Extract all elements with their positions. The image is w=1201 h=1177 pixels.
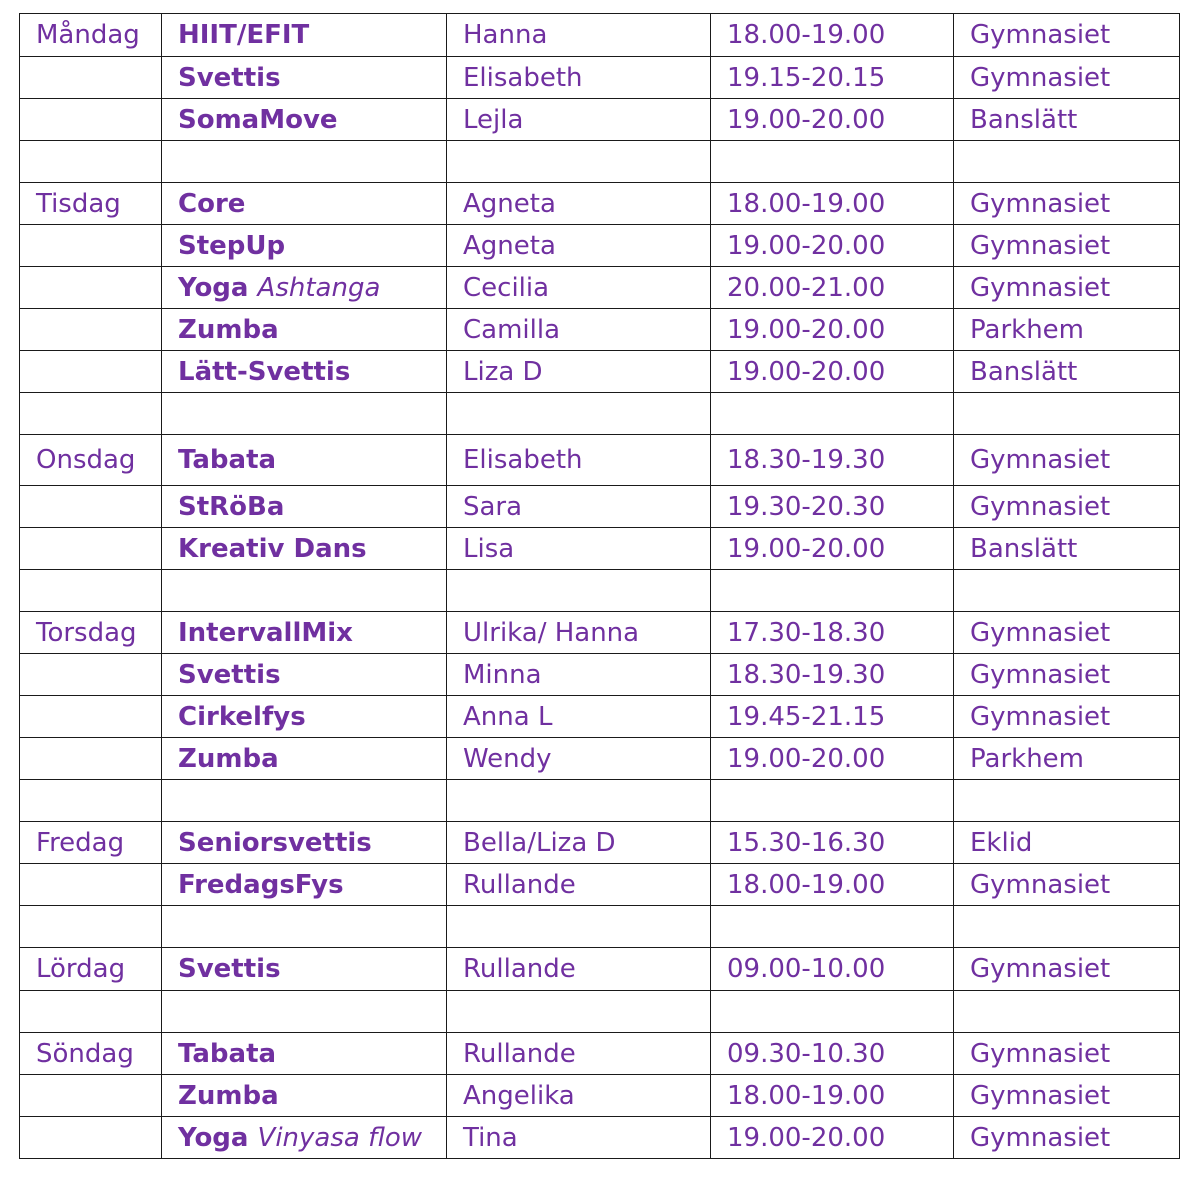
- class-cell: [162, 435, 447, 486]
- time-cell: [711, 906, 954, 948]
- time-cell: 19.00-20.00: [711, 309, 954, 351]
- location-cell: [954, 780, 1180, 822]
- class-name: Kreativ Dans: [178, 533, 367, 564]
- table-row: [20, 654, 1180, 696]
- class-cell: [162, 183, 447, 225]
- class-name: Yoga: [178, 272, 249, 303]
- table-row: [20, 141, 1180, 183]
- class-cell: [162, 570, 447, 612]
- location-cell: Gymnasiet: [954, 435, 1180, 486]
- instructor-cell: Lejla: [447, 99, 711, 141]
- day-cell: [20, 528, 162, 570]
- day-cell: [20, 1075, 162, 1117]
- table-row: [20, 1117, 1180, 1159]
- day-cell: [20, 991, 162, 1033]
- class-name: Zumba: [178, 314, 279, 345]
- class-name: SomaMove: [178, 104, 338, 135]
- instructor-cell: [447, 991, 711, 1033]
- table-row: [20, 183, 1180, 225]
- class-cell: [162, 864, 447, 906]
- location-cell: Gymnasiet: [954, 486, 1180, 528]
- instructor-cell: Rullande: [447, 1033, 711, 1075]
- time-cell: 19.00-20.00: [711, 99, 954, 141]
- class-cell: [162, 57, 447, 99]
- day-cell: Tisdag: [20, 183, 162, 225]
- class-cell: [162, 948, 447, 991]
- instructor-cell: Rullande: [447, 864, 711, 906]
- class-name: FredagsFys: [178, 869, 344, 900]
- location-cell: [954, 991, 1180, 1033]
- class-name: IntervallMix: [178, 617, 353, 648]
- class-cell: [162, 351, 447, 393]
- table-row: [20, 780, 1180, 822]
- location-cell: [954, 141, 1180, 183]
- location-cell: Gymnasiet: [954, 864, 1180, 906]
- location-cell: Eklid: [954, 822, 1180, 864]
- table-row: [20, 351, 1180, 393]
- time-cell: [711, 570, 954, 612]
- day-cell: [20, 486, 162, 528]
- instructor-cell: Bella/Liza D: [447, 822, 711, 864]
- time-cell: [711, 393, 954, 435]
- time-cell: 19.45-21.15: [711, 696, 954, 738]
- class-name: StepUp: [178, 230, 286, 261]
- class-name: Tabata: [178, 445, 277, 475]
- location-cell: [954, 906, 1180, 948]
- table-row: [20, 1033, 1180, 1075]
- time-cell: 19.00-20.00: [711, 738, 954, 780]
- class-name: Seniorsvettis: [178, 827, 372, 858]
- class-cell: [162, 14, 447, 57]
- day-cell: [20, 309, 162, 351]
- class-cell: [162, 1033, 447, 1075]
- class-name: HIIT/EFIT: [178, 20, 310, 50]
- location-cell: Banslätt: [954, 351, 1180, 393]
- instructor-cell: Agneta: [447, 183, 711, 225]
- location-cell: Gymnasiet: [954, 612, 1180, 654]
- time-cell: [711, 780, 954, 822]
- day-cell: [20, 99, 162, 141]
- instructor-cell: Lisa: [447, 528, 711, 570]
- table-row: [20, 822, 1180, 864]
- class-cell: [162, 141, 447, 183]
- table-row: [20, 570, 1180, 612]
- instructor-cell: [447, 393, 711, 435]
- time-cell: 19.00-20.00: [711, 351, 954, 393]
- class-name: Zumba: [178, 1080, 279, 1111]
- time-cell: 18.00-19.00: [711, 14, 954, 57]
- class-name: Cirkelfys: [178, 701, 306, 732]
- class-name: Zumba: [178, 743, 279, 774]
- class-name: Svettis: [178, 659, 281, 690]
- time-cell: [711, 141, 954, 183]
- table-row: [20, 948, 1180, 991]
- day-cell: Lördag: [20, 948, 162, 991]
- class-cell: [162, 225, 447, 267]
- class-style: Ashtanga: [257, 272, 381, 303]
- class-cell: [162, 99, 447, 141]
- instructor-cell: [447, 906, 711, 948]
- location-cell: Gymnasiet: [954, 1075, 1180, 1117]
- day-cell: [20, 696, 162, 738]
- class-cell: [162, 738, 447, 780]
- day-cell: [20, 738, 162, 780]
- table-row: [20, 225, 1180, 267]
- day-cell: [20, 1117, 162, 1159]
- class-name: StRöBa: [178, 491, 285, 522]
- instructor-cell: Angelika: [447, 1075, 711, 1117]
- time-cell: 18.30-19.30: [711, 435, 954, 486]
- table-row: [20, 696, 1180, 738]
- location-cell: Gymnasiet: [954, 1117, 1180, 1159]
- time-cell: 19.30-20.30: [711, 486, 954, 528]
- class-cell: [162, 906, 447, 948]
- location-cell: Gymnasiet: [954, 654, 1180, 696]
- instructor-cell: Ulrika/ Hanna: [447, 612, 711, 654]
- day-cell: [20, 393, 162, 435]
- table-row: [20, 99, 1180, 141]
- instructor-cell: Sara: [447, 486, 711, 528]
- location-cell: Banslätt: [954, 99, 1180, 141]
- instructor-cell: Elisabeth: [447, 435, 711, 486]
- class-cell: [162, 1075, 447, 1117]
- class-name: Core: [178, 188, 246, 219]
- time-cell: 19.00-20.00: [711, 1117, 954, 1159]
- class-cell: [162, 267, 447, 309]
- day-cell: [20, 225, 162, 267]
- class-cell: [162, 309, 447, 351]
- day-cell: [20, 780, 162, 822]
- instructor-cell: [447, 570, 711, 612]
- schedule-body: [20, 14, 1180, 1159]
- day-cell: [20, 570, 162, 612]
- table-row: [20, 906, 1180, 948]
- location-cell: Gymnasiet: [954, 1033, 1180, 1075]
- day-cell: Torsdag: [20, 612, 162, 654]
- day-cell: Måndag: [20, 14, 162, 57]
- location-cell: Banslätt: [954, 528, 1180, 570]
- table-row: [20, 267, 1180, 309]
- instructor-cell: Elisabeth: [447, 57, 711, 99]
- class-name: Lätt-Svettis: [178, 356, 351, 387]
- instructor-cell: Agneta: [447, 225, 711, 267]
- day-cell: [20, 864, 162, 906]
- instructor-cell: Camilla: [447, 309, 711, 351]
- table-row: [20, 1075, 1180, 1117]
- table-row: [20, 435, 1180, 486]
- location-cell: Gymnasiet: [954, 183, 1180, 225]
- location-cell: [954, 570, 1180, 612]
- instructor-cell: Tina: [447, 1117, 711, 1159]
- class-cell: [162, 612, 447, 654]
- time-cell: 09.30-10.30: [711, 1033, 954, 1075]
- table-row: [20, 309, 1180, 351]
- class-name: Svettis: [178, 954, 281, 984]
- class-name: Yoga: [178, 1122, 249, 1153]
- class-cell: [162, 780, 447, 822]
- instructor-cell: Minna: [447, 654, 711, 696]
- time-cell: 19.00-20.00: [711, 528, 954, 570]
- instructor-cell: Cecilia: [447, 267, 711, 309]
- instructor-cell: Anna L: [447, 696, 711, 738]
- instructor-cell: Liza D: [447, 351, 711, 393]
- time-cell: [711, 991, 954, 1033]
- class-cell: [162, 991, 447, 1033]
- day-cell: Söndag: [20, 1033, 162, 1075]
- class-cell: [162, 528, 447, 570]
- day-cell: [20, 351, 162, 393]
- day-cell: [20, 141, 162, 183]
- instructor-cell: Rullande: [447, 948, 711, 991]
- table-row: [20, 991, 1180, 1033]
- class-cell: [162, 822, 447, 864]
- time-cell: 20.00-21.00: [711, 267, 954, 309]
- class-cell: [162, 1117, 447, 1159]
- location-cell: Gymnasiet: [954, 14, 1180, 57]
- day-cell: [20, 654, 162, 696]
- table-row: [20, 486, 1180, 528]
- time-cell: 19.00-20.00: [711, 225, 954, 267]
- class-style: Vinyasa flow: [257, 1122, 423, 1153]
- table-row: [20, 864, 1180, 906]
- time-cell: 18.00-19.00: [711, 1075, 954, 1117]
- class-cell: [162, 654, 447, 696]
- time-cell: 18.00-19.00: [711, 183, 954, 225]
- day-cell: Onsdag: [20, 435, 162, 486]
- class-cell: [162, 393, 447, 435]
- class-name: Tabata: [178, 1038, 277, 1069]
- time-cell: 15.30-16.30: [711, 822, 954, 864]
- location-cell: Parkhem: [954, 309, 1180, 351]
- class-cell: [162, 696, 447, 738]
- table-row: [20, 612, 1180, 654]
- instructor-cell: Hanna: [447, 14, 711, 57]
- location-cell: Gymnasiet: [954, 57, 1180, 99]
- time-cell: 17.30-18.30: [711, 612, 954, 654]
- location-cell: [954, 393, 1180, 435]
- location-cell: Gymnasiet: [954, 948, 1180, 991]
- location-cell: Parkhem: [954, 738, 1180, 780]
- instructor-cell: Wendy: [447, 738, 711, 780]
- time-cell: 19.15-20.15: [711, 57, 954, 99]
- table-row: [20, 393, 1180, 435]
- class-cell: [162, 486, 447, 528]
- schedule-table: [19, 13, 1180, 1159]
- table-row: [20, 57, 1180, 99]
- day-cell: [20, 267, 162, 309]
- location-cell: Gymnasiet: [954, 225, 1180, 267]
- day-cell: [20, 906, 162, 948]
- day-cell: [20, 57, 162, 99]
- location-cell: Gymnasiet: [954, 267, 1180, 309]
- day-cell: Fredag: [20, 822, 162, 864]
- table-row: [20, 738, 1180, 780]
- time-cell: 18.00-19.00: [711, 864, 954, 906]
- time-cell: 18.30-19.30: [711, 654, 954, 696]
- table-row: [20, 14, 1180, 57]
- location-cell: Gymnasiet: [954, 696, 1180, 738]
- instructor-cell: [447, 780, 711, 822]
- instructor-cell: [447, 141, 711, 183]
- time-cell: 09.00-10.00: [711, 948, 954, 991]
- class-name: Svettis: [178, 62, 281, 93]
- table-row: [20, 528, 1180, 570]
